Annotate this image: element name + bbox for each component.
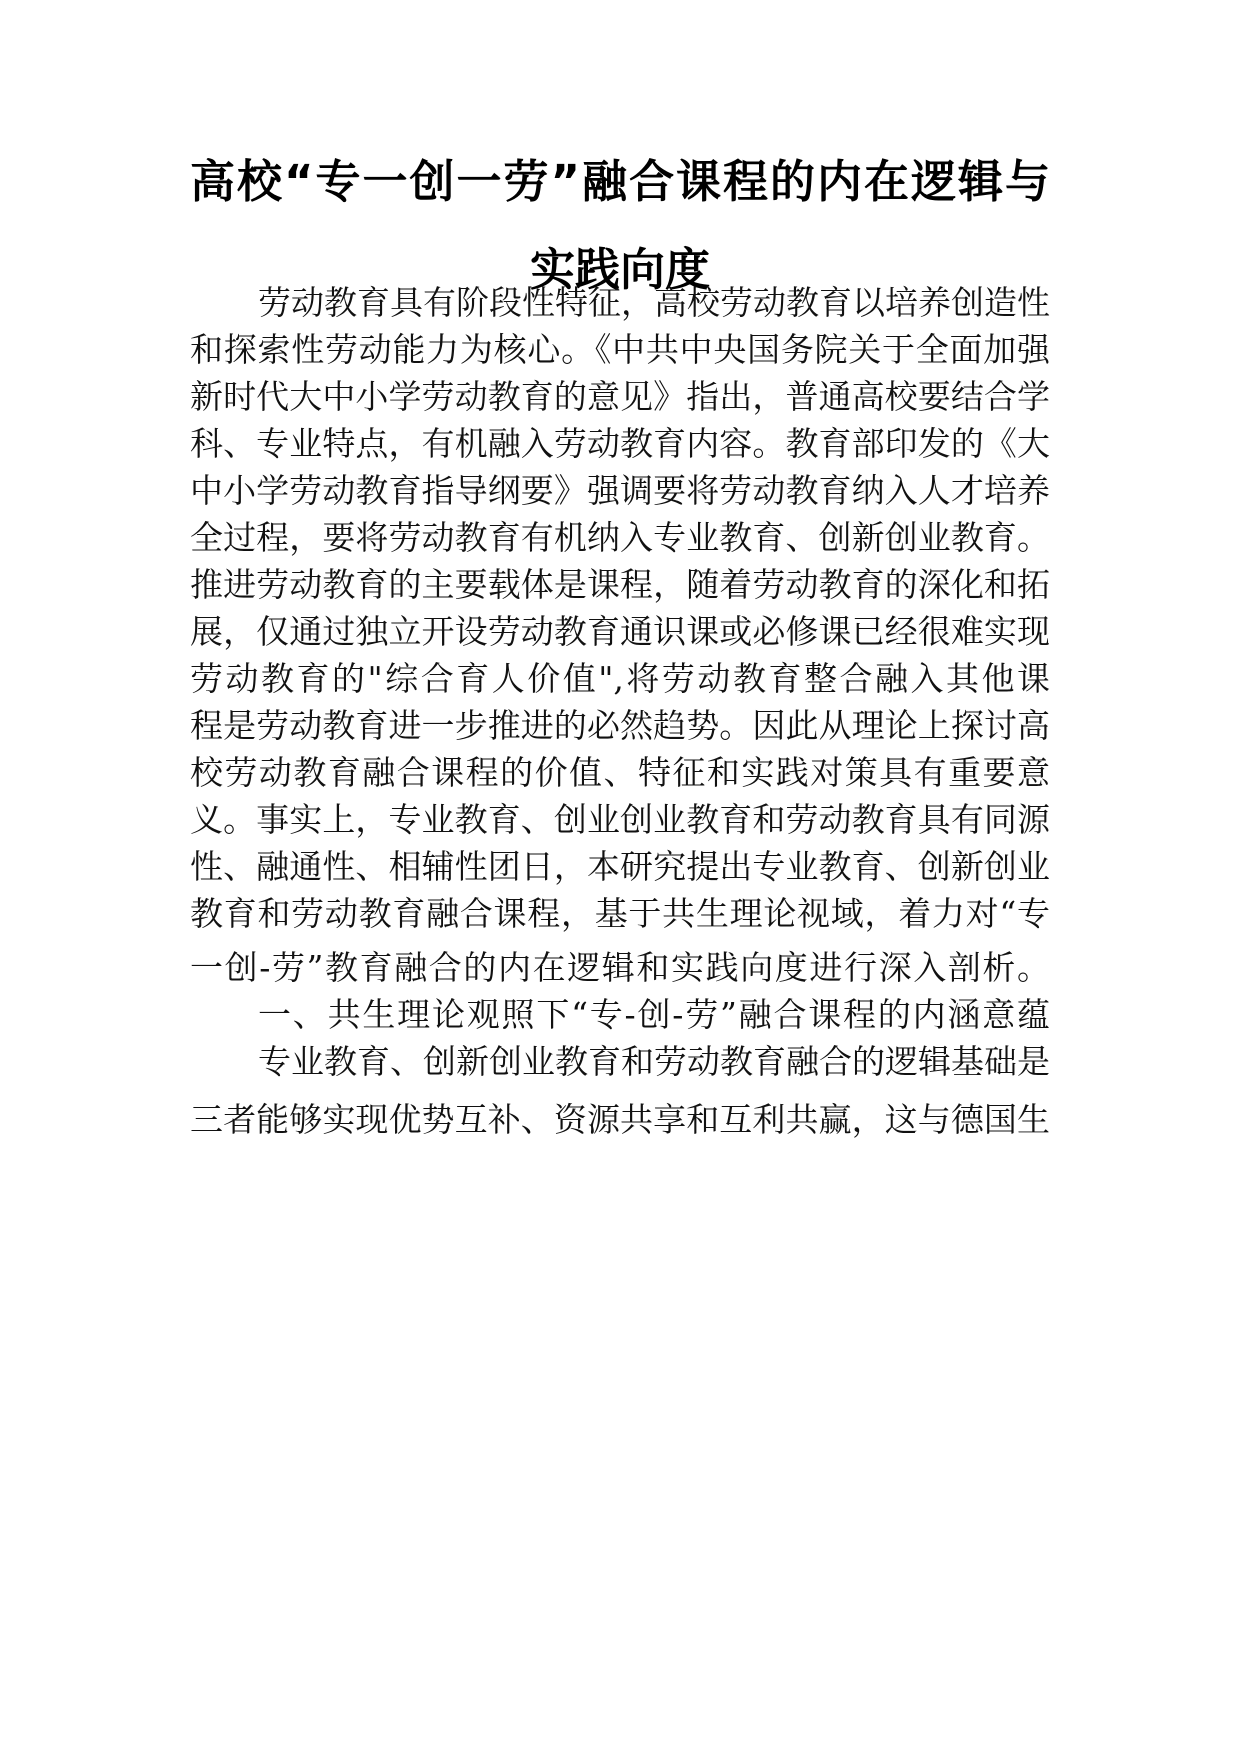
paragraph-1-line: 新时代大中小学劳动教育的意见》指出，普通高校要结合学 (190, 377, 1050, 416)
section-heading: 一、共生理论观照下“专-创-劳”融合课程的内涵意蕴 (258, 995, 1050, 1034)
paragraph-1-line: 义。事实上，专业教育、创业创业教育和劳动教育具有同源 (190, 800, 1050, 839)
paragraph-1-line: 程是劳动教育进一步推进的必然趋势。因此从理论上探讨高 (190, 706, 1050, 745)
paragraph-1-line: 和探索性劳动能力为核心。《中共中央国务院关于全面加强 (190, 330, 1050, 369)
paragraph-1-line: 性、融通性、相辅性团日，本研究提出专业教育、创新创业 (190, 847, 1050, 886)
paragraph-1-line: 劳动教育具有阶段性特征，高校劳动教育以培养创造性 (258, 283, 1050, 322)
document-title-line-2: 实践向度 (529, 243, 710, 296)
paragraph-1-line: 展，仅通过独立开设劳动教育通识课或必修课已经很难实现 (190, 612, 1050, 651)
paragraph-1-line: 劳动教育的"综合育人价值",将劳动教育整合融入其他课 (190, 659, 1050, 698)
paragraph-1-line: 教育和劳动教育融合课程，基于共生理论视域，着力对“专 (190, 894, 1050, 933)
paragraph-1-line: 一创-劳”教育融合的内在逻辑和实践向度进行深入剖析。 (190, 948, 1050, 987)
paragraph-1-line: 推进劳动教育的主要载体是课程，随着劳动教育的深化和拓 (190, 565, 1050, 604)
paragraph-2-line: 三者能够实现优势互补、资源共享和互利共赢，这与德国生 (190, 1100, 1050, 1139)
paragraph-2-line: 专业教育、创新创业教育和劳动教育融合的逻辑基础是 (258, 1042, 1050, 1081)
paragraph-1-line: 全过程，要将劳动教育有机纳入专业教育、创新创业教育。 (190, 518, 1050, 557)
paragraph-1-line: 中小学劳动教育指导纲要》强调要将劳动教育纳入人才培养 (190, 471, 1050, 510)
paragraph-1-line: 科、专业特点，有机融入劳动教育内容。教育部印发的《大 (190, 424, 1050, 463)
paragraph-1-line: 校劳动教育融合课程的价值、特征和实践对策具有重要意 (190, 753, 1050, 792)
document-title-line-1: 高校“专一创一劳”融合课程的内在逻辑与 (190, 155, 1050, 208)
